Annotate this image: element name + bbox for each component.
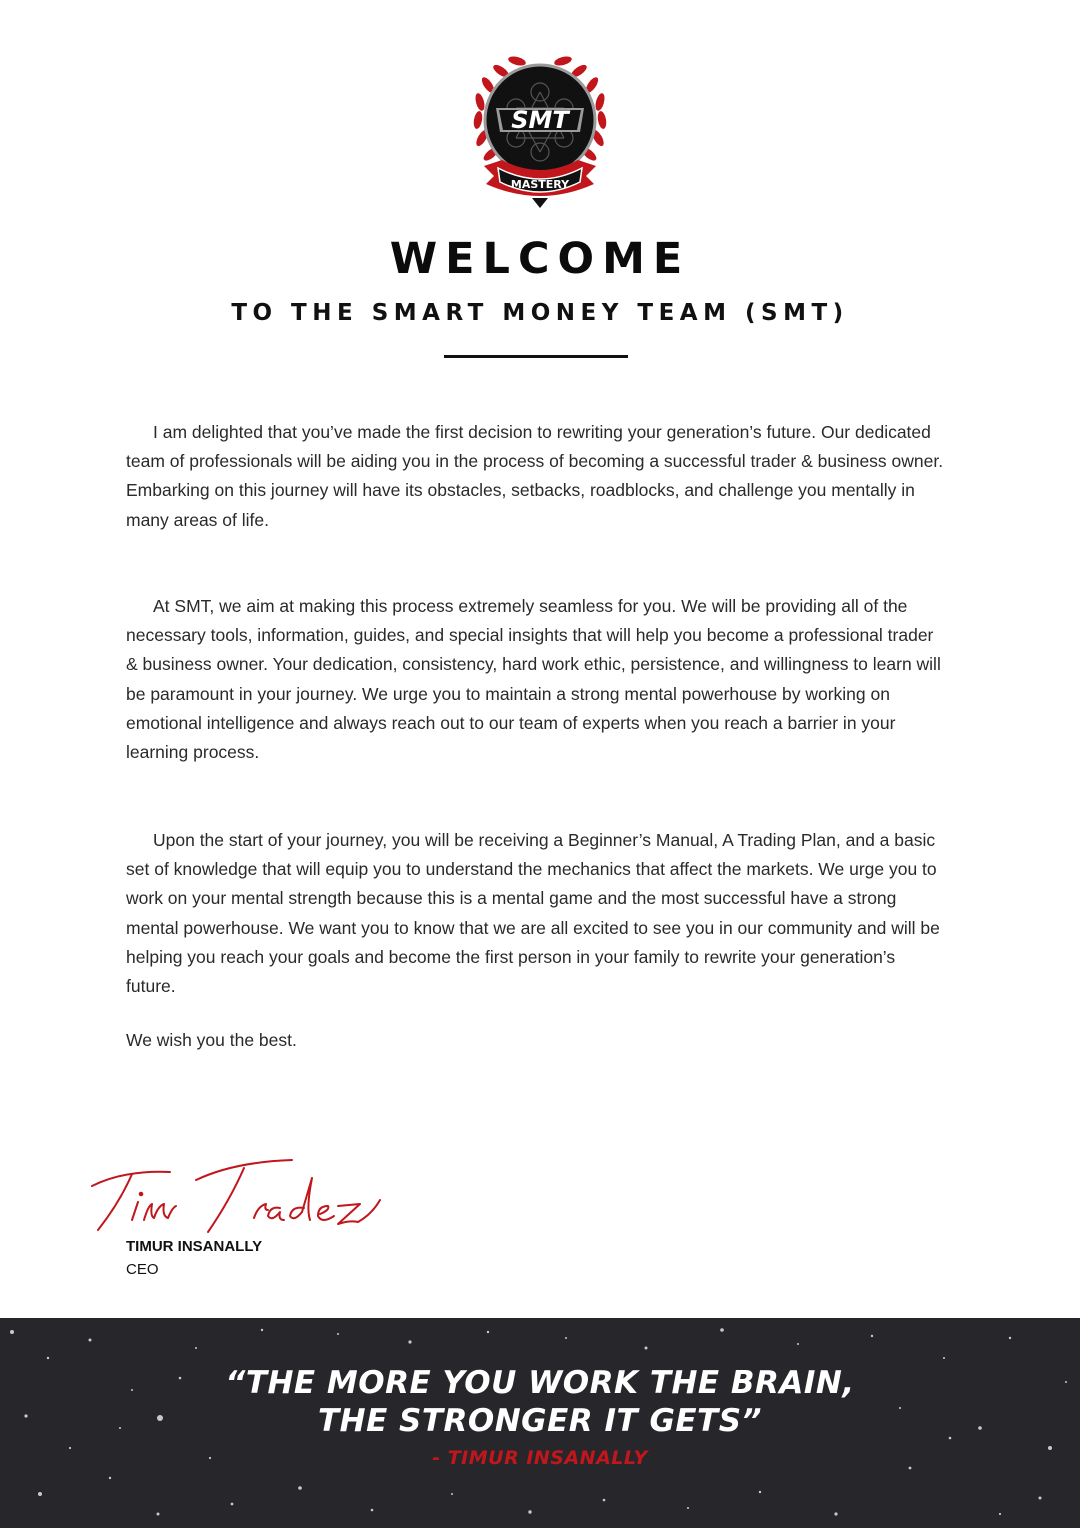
signer-name: TIMUR INSANALLY: [126, 1238, 263, 1255]
page-subtitle: TO THE SMART MONEY TEAM (SMT): [231, 300, 849, 326]
closing-line: We wish you the best.: [126, 1030, 297, 1050]
page-title: WELCOME: [389, 234, 691, 284]
quote-author: - TIMUR INSANALLY: [432, 1447, 648, 1469]
signer-role: CEO: [126, 1261, 159, 1278]
quote-banner: [0, 1318, 1080, 1528]
quote-text: [0, 1364, 1080, 1440]
body-paragraph: Upon the start of your journey, you will be receiving a Beginner’s Manual, A Trading Plan, and a basic set of knowledge that will equip you to understand the mechanics that affect the markets. We urge you to work on your mental strength because this is a mental game and the most successful have a strong mental powerhouse. We want you to know that we are all excited to see you in our community and will be helping you reach your goals and become the first person in your family to rewrite your generation’s future.: [126, 830, 940, 997]
handwritten-signature: [84, 1150, 384, 1240]
title-divider: [444, 355, 628, 358]
quote-line: “THE MORE YOU WORK THE BRAIN,: [225, 1365, 855, 1401]
smt-mastery-logo: [462, 48, 618, 210]
body-paragraph: At SMT, we aim at making this process extremely seamless for you. We will be providing all of the necessary tools, information, guides, and special insights that will help you become a professional trader & business owner. Your dedication, consistency, hard work ethic, persistence, and willingness to learn will be paramount in your journey. We urge you to maintain a strong mental powerhouse by working on emotional intelligence and always reach out to our team of experts when you reach a barrier in your learning process.: [126, 596, 941, 763]
logo-emblem-icon: [462, 48, 618, 210]
quote-line: THE STRONGER IT GETS”: [317, 1403, 762, 1439]
logo-brand-text: SMT: [511, 106, 569, 134]
body-paragraph: I am delighted that you’ve made the first decision to rewriting your generation’s future. Our dedicated team of professionals will be aiding you in the process of becoming a successful trader & business owner. Embarking on this journey will have its obstacles, setbacks, roadblocks, and challenge you mentally in many areas of life.: [126, 422, 944, 530]
logo-banner-text: MASTERY: [510, 178, 570, 191]
